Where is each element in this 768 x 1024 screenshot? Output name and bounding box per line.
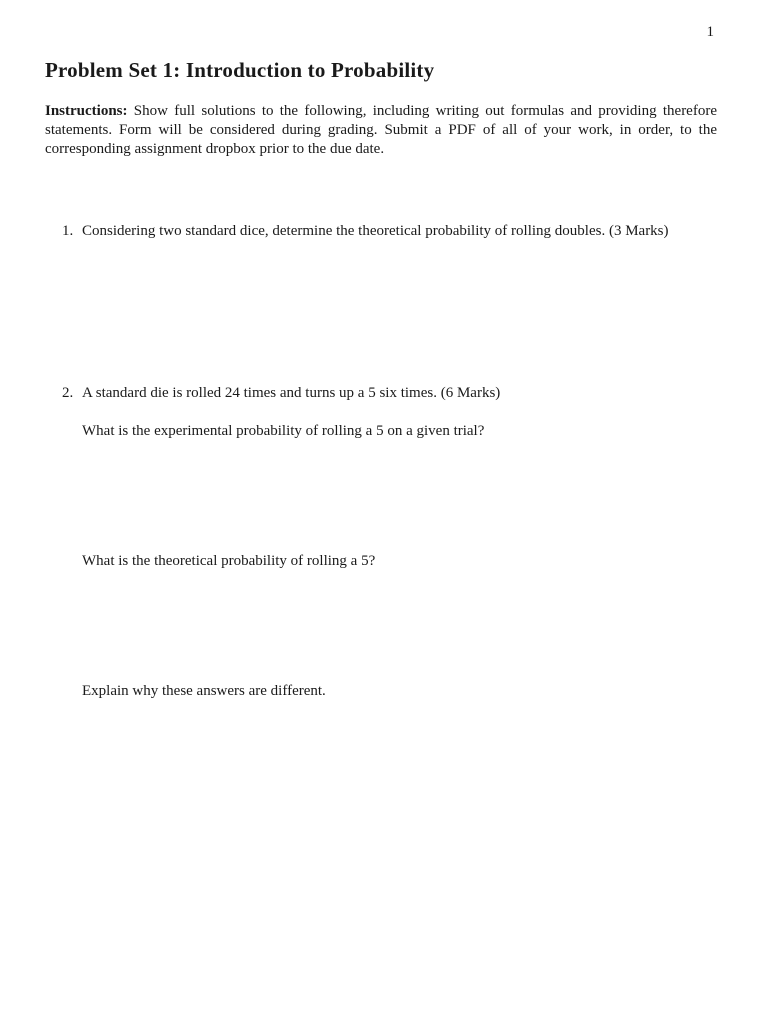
instructions-label: Instructions: [45,103,128,119]
question-2-part-2: What is the theoretical probability of rolling a 5? [82,553,376,569]
page-number: 1 [706,24,714,40]
page-title: Problem Set 1: Introduction to Probability [45,58,435,82]
question-2-number: 2. [62,385,74,401]
question-2-part-3: Explain why these answers are different. [82,683,326,699]
question-1-text: Considering two standard dice, determine the theoretical probability of rolling doubles. (3 Marks) [82,223,669,239]
question-1-number: 1. [62,223,74,239]
instructions-text: Show full solutions to the following, including writing out formulas and providing therefore statements. Form will be considered during grading. Submit a PDF of all of your work, in order, to the corresponding assignment dropbox prior to the due date. [45,103,717,157]
question-2-part-1: What is the experimental probability of rolling a 5 on a given trial? [82,423,485,439]
question-2-text: A standard die is rolled 24 times and turns up a 5 six times. (6 Marks) [82,385,501,401]
instructions-paragraph [45,102,717,159]
